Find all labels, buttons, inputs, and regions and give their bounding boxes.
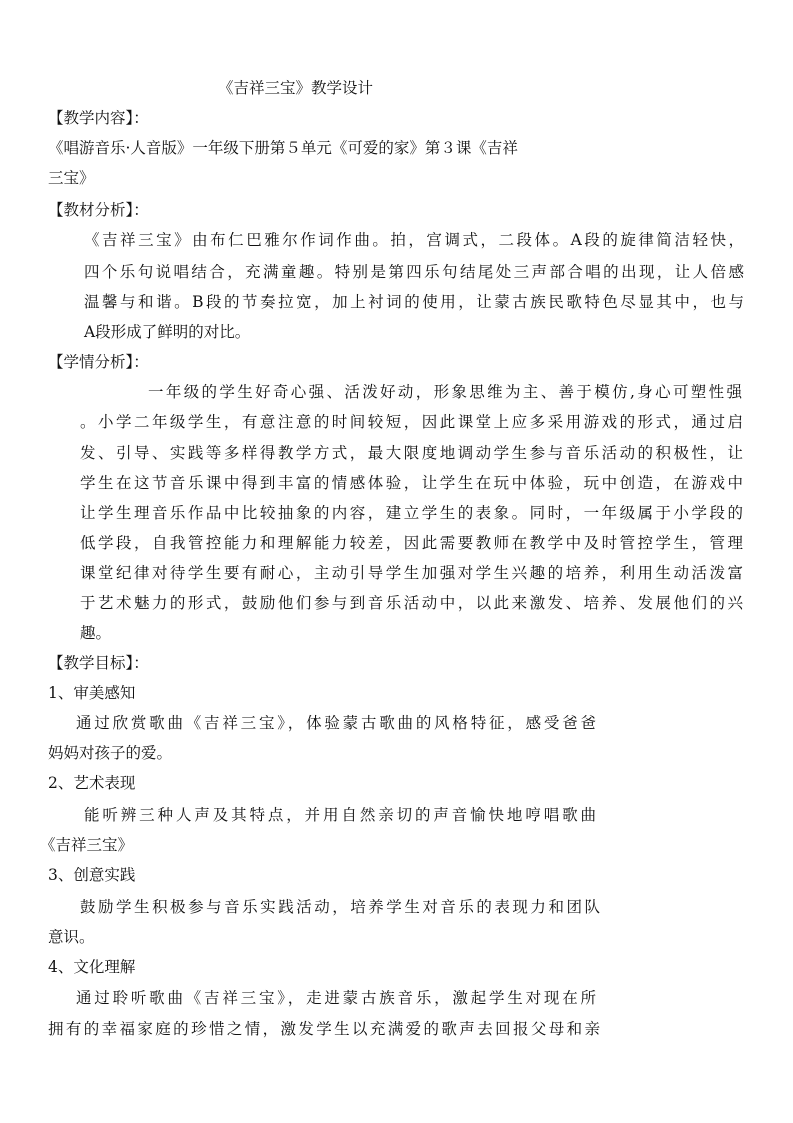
doc-title: 《吉祥三宝》教学设计 xyxy=(218,79,374,97)
goals-heading: 【教学目标】： xyxy=(48,654,149,672)
students-line-2: 。小学二年级学生，有意注意的时间较短，因此课堂上应多采用游戏的形式，通过启 xyxy=(80,413,743,431)
students-line-8: 于艺术魅力的形式，鼓励他们参与到音乐活动中，以此来激发、培养、发展他们的兴 xyxy=(80,594,743,612)
goal-2-line-2: 《吉祥三宝》 xyxy=(40,836,134,854)
students-line-5: 让学生理音乐作品中比较抽象的内容，建立学生的表象。同时，一年级属于小学段的 xyxy=(80,504,743,522)
goal-4-line-1: 通过聆听歌曲《吉祥三宝》，走进蒙古族音乐，激起学生对现在所 xyxy=(76,989,596,1007)
content-heading: 【教学内容】： xyxy=(48,109,149,127)
goal-3-title: 3、创意实践 xyxy=(48,866,136,884)
students-heading: 【学情分析】： xyxy=(48,353,149,371)
goal-4-line-2: 拥有的幸福家庭的珍惜之情，激发学生以充满爱的歌声去回报父母和亲 xyxy=(48,1020,600,1038)
material-line-2: 四个乐句说唱结合，充满童趣。特别是第四乐句结尾处三声部合唱的出现，让人倍感 xyxy=(84,263,744,281)
students-line-1: 一年级的学生好奇心强、活泼好动，形象思维为主、善于模仿,身心可塑性强 xyxy=(148,383,742,401)
goal-3-line-1: 鼓励学生积极参与音乐实践活动，培养学生对音乐的表现力和团队 xyxy=(80,898,600,916)
goal-1-line-2: 妈妈对孩子的爱。 xyxy=(48,744,173,762)
goal-1-line-1: 通过欣赏歌曲《吉祥三宝》，体验蒙古歌曲的风格特征，感受爸爸 xyxy=(76,714,596,732)
content-line-1: 《唱游音乐·人音版》一年级下册第５单元《可爱的家》第３课《吉祥 xyxy=(48,139,518,157)
material-line-4: A段形成了鲜明的对比。 xyxy=(84,323,251,341)
content-line-2: 三宝》 xyxy=(48,169,95,187)
students-line-9: 趣。 xyxy=(80,624,112,642)
material-heading: 【教材分析】： xyxy=(48,201,149,219)
goal-4-title: 4、文化理解 xyxy=(48,958,136,976)
students-line-4: 学生在这节音乐课中得到丰富的情感体验，让学生在玩中体验，玩中创造，在游戏中 xyxy=(80,474,743,492)
material-line-3: 温馨与和谐。B段的节奏拉宽，加上衬词的使用，让蒙古族民歌特色尽显其中，也与 xyxy=(84,293,744,311)
material-line-1: 《吉祥三宝》由布仁巴雅尔作词作曲。拍，宫调式，二段体。A段的旋律简洁轻快， xyxy=(84,231,744,249)
goal-2-title: 2、艺术表现 xyxy=(48,774,136,792)
students-line-7: 课堂纪律对待学生要有耐心，主动引导学生加强对学生兴趣的培养，利用生动活泼富 xyxy=(80,564,743,582)
goal-3-line-2: 意识。 xyxy=(48,928,95,946)
goal-2-line-1: 能听辨三种人声及其特点，并用自然亲切的声音愉快地哼唱歌曲 xyxy=(84,806,596,824)
students-line-3: 发、引导、实践等多样得教学方式，最大限度地调动学生参与音乐活动的积极性，让 xyxy=(80,444,743,462)
students-line-6: 低学段，自我管控能力和理解能力较差，因此需要教师在教学中及时管控学生，管理 xyxy=(80,534,743,552)
goal-1-title: 1、审美感知 xyxy=(48,684,136,702)
